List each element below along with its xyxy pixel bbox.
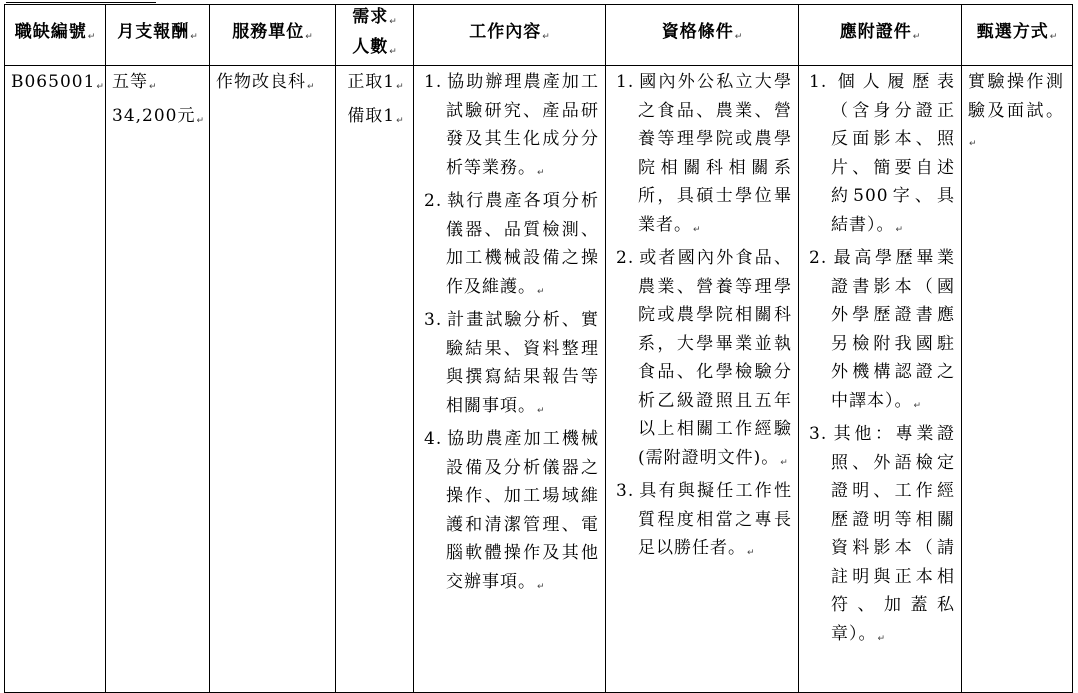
- list-item: 3. 具有與擬任工作性質程度相當之專長足以勝任者。↵: [616, 481, 792, 558]
- list-item: 4. 協助農產加工機械設備及分析儀器之操作、加工場域維護和清潔管理、電腦軟體操作及其他交辦事項。↵: [424, 429, 599, 592]
- top-rule: [6, 2, 156, 3]
- documents-list: [799, 66, 961, 653]
- cell-duties: [414, 66, 606, 693]
- table-row: [5, 66, 1073, 693]
- cell-documents: [799, 66, 962, 693]
- list-item: 2. 最高學歷畢業證書影本（國外學歷證書應另檢附我國駐外機構認證之中譯本）。↵: [809, 248, 955, 411]
- qualifications-list: [606, 66, 798, 568]
- list-item: 2. 執行農產各項分析儀器、品質檢測、加工機械設備之操作及維護。↵: [424, 191, 599, 297]
- list-item: 1. 國內外公私立大學之食品、農業、營養等理學院或農學院相關科相關系所，具碩士學位畢業者。↵: [616, 72, 792, 235]
- job-vacancy-table: [4, 4, 1073, 693]
- header-salary: 月支報酬↵: [106, 5, 210, 66]
- header-quota: [336, 5, 414, 66]
- header-duties: 工作內容↵: [414, 5, 606, 66]
- list-item: 3. 其他：專業證照、外語檢定證明、工作經歷證明等相關資料影本（請註明與正本相符、加蓋私章）。↵: [809, 424, 955, 644]
- header-row: [5, 5, 1073, 66]
- cell-quota: 正取1↵ 備取1↵: [336, 66, 414, 693]
- duties-list: [414, 66, 605, 601]
- header-unit: 服務單位↵: [210, 5, 336, 66]
- list-item: 3. 計畫試驗分析、實驗結果、資料整理與撰寫結果報告等相關事項。↵: [424, 310, 599, 416]
- header-documents: 應附證件↵: [799, 5, 962, 66]
- cell-job-id: B065001↵: [5, 66, 106, 693]
- header-job-id: 職缺編號↵: [5, 5, 106, 66]
- cell-selection: 實驗操作測驗及面試。↵: [962, 66, 1073, 693]
- cell-salary: 五等↵ 34,200元↵: [106, 66, 210, 693]
- header-qualifications: 資格條件↵: [606, 5, 799, 66]
- list-item: 2. 或者國內外食品、農業、營養等理學院或農學院相關科系，大學畢業並執食品、化學檢驗分析乙級證照且五年以上相關工作經驗(需附證明文件)。↵: [616, 248, 792, 468]
- header-quota-line-1: 需求↵: [352, 7, 397, 27]
- list-item: 1. 個人履歷表（含身分證正反面影本、照片、簡要自述約500字、具結書）。↵: [809, 72, 955, 235]
- list-item: 1. 協助辦理農產加工試驗研究、產品研發及其生化成分分析等業務。↵: [424, 72, 599, 178]
- cell-unit: 作物改良科↵: [210, 66, 336, 693]
- header-selection: 甄選方式↵: [962, 5, 1073, 66]
- cell-qualifications: [606, 66, 799, 693]
- header-quota-line-2: 人數↵: [352, 37, 397, 57]
